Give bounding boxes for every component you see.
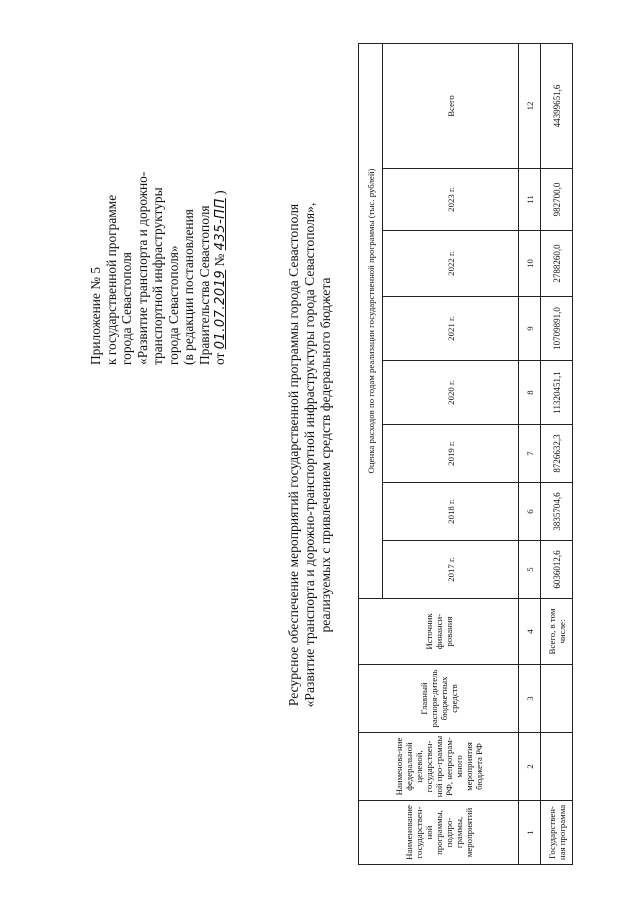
resource-table bbox=[358, 43, 573, 865]
value-cell: 2788260,0 bbox=[541, 231, 573, 297]
title-line: Ресурсное обеспечение мероприятий государственной программы города Севастополя bbox=[286, 203, 301, 707]
value-cell: 3835704,6 bbox=[541, 483, 573, 541]
appendix-line: транспортной инфраструктуры bbox=[150, 187, 165, 365]
number-prefix: № bbox=[212, 253, 227, 267]
column-number: 4 bbox=[519, 599, 541, 665]
header-funding-source: Источник финанси-рования bbox=[359, 599, 519, 665]
column-number: 3 bbox=[519, 665, 541, 733]
column-number: 7 bbox=[519, 425, 541, 483]
appendix-line: «Развитие транспорта и дорожно- bbox=[134, 171, 150, 365]
header-year: 2022 г. bbox=[383, 231, 519, 297]
row-funding-source: Всего, в том числе: bbox=[541, 599, 573, 665]
value-cell: 11320451,1 bbox=[541, 361, 573, 425]
column-number: 2 bbox=[519, 733, 541, 801]
number-value: 435-ПП bbox=[213, 198, 228, 251]
date-value: 01.07.2019 bbox=[213, 269, 228, 350]
column-number: 9 bbox=[519, 297, 541, 361]
header-year: 2021 г. bbox=[383, 297, 519, 361]
header-year: 2020 г. bbox=[383, 361, 519, 425]
close-paren: ) bbox=[212, 190, 227, 195]
header-program-name: Наименование государствен-ной программы, подпро-граммы, мероприятий bbox=[359, 801, 519, 865]
column-number: 12 bbox=[519, 43, 541, 168]
appendix-line: (в редакции постановления bbox=[181, 209, 196, 365]
appendix-line: города Севастополя bbox=[119, 252, 134, 365]
header-year: 2019 г. bbox=[383, 425, 519, 483]
total-cell: 44399651,6 bbox=[541, 43, 573, 168]
appendix-line: города Севастополя» bbox=[165, 245, 181, 365]
column-number: 10 bbox=[519, 231, 541, 297]
appendix-date-line bbox=[212, 35, 229, 365]
row-budget-manager bbox=[541, 665, 573, 733]
value-cell: 8726632,3 bbox=[541, 425, 573, 483]
appendix-line: Правительства Севастополя bbox=[196, 205, 212, 365]
row-program-name: Государствен-ная программа bbox=[541, 801, 573, 865]
title-line: «Развитие транспорта и дорожно-транспортной инфраструктуры города Севастополя», bbox=[302, 202, 317, 708]
header-federal-program: Наименова-ние федеральной целевой, государствен-ной про-граммы РФ, непрограм-много мероприятия бюджета РФ bbox=[359, 733, 519, 801]
title-line: реализуемых с привлечением средств федерального бюджета bbox=[318, 277, 333, 633]
column-number: 5 bbox=[519, 541, 541, 599]
date-prefix: от bbox=[212, 352, 227, 365]
header-total: Всего bbox=[383, 43, 519, 168]
appendix-header bbox=[88, 35, 229, 365]
document-title bbox=[286, 105, 334, 805]
appendix-line: к государственной программе bbox=[103, 194, 119, 365]
column-number: 11 bbox=[519, 169, 541, 231]
column-number: 1 bbox=[519, 801, 541, 865]
row-federal-program bbox=[541, 733, 573, 801]
value-cell: 10709891,0 bbox=[541, 297, 573, 361]
appendix-line: Приложение № 5 bbox=[88, 266, 103, 365]
header-year: 2017 г. bbox=[383, 541, 519, 599]
value-cell: 6036012,6 bbox=[541, 541, 573, 599]
header-year: 2023 г. bbox=[383, 169, 519, 231]
column-number: 6 bbox=[519, 483, 541, 541]
header-expense-estimate: Оценка расходов по годам реализации государственной программы (тыс. рублей) bbox=[359, 43, 383, 598]
header-year: 2018 г. bbox=[383, 483, 519, 541]
value-cell: 982700,0 bbox=[541, 169, 573, 231]
header-budget-manager: Главный распоря-дитель бюджетных средств bbox=[359, 665, 519, 733]
column-number: 8 bbox=[519, 361, 541, 425]
